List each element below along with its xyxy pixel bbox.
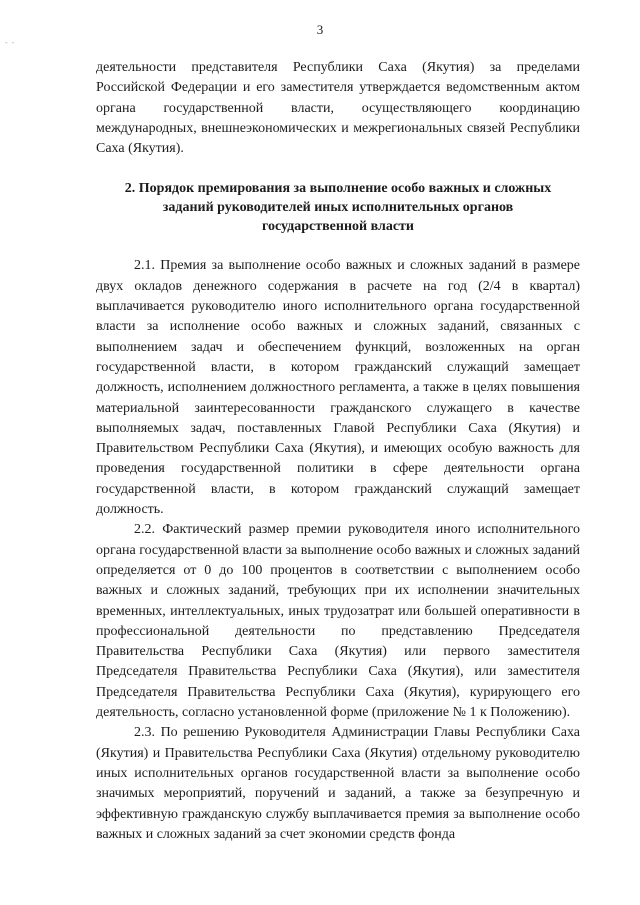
paragraph-2-3: 2.3. По решению Руководителя Администрации Главы Республики Саха (Якутия) и Правительства Республики Саха (Якутия) отдельному руководителю иных исполнительных органов государственной власти за выполнение особо значимых мероприятий, поручений и заданий, а также за безупречную и эффективную гражданскую службу выплачивается премия за выполнение особо важных и сложных заданий за счет экономии средств фонда bbox=[96, 725, 580, 842]
page-content bbox=[96, 58, 580, 845]
section-heading: 2. Порядок премирования за выполнение особо важных и сложных заданий руководителей иных исполнительных органов государственной власти bbox=[124, 181, 552, 235]
page-number: 3 bbox=[316, 22, 324, 37]
paragraph-2-1: 2.1. Премия за выполнение особо важных и сложных заданий в размере двух окладов денежного содержания в расчете на год (2/4 в квартал) выплачивается руководителю иного исполнительного органа государственной власти за исполнение особо важных и сложных заданий, связанных с выполнением задач и обеспечением функций, возложенных на орган государственной власти, в котором гражданский служащий замещает должность, исполнением должностного регламента, а также в целях повышения материальной заинтересованности гражданского служащего в качестве выполняемых задач, поставленных Главой Республики Саха (Якутия) и Правительством Республики Саха (Якутия), и имеющих особую важность для проведения государственной политики в сфере деятельности органа государственной власти, в котором гражданский служащий замещает должность. bbox=[96, 258, 580, 518]
intro-paragraph: деятельности представителя Республики Саха (Якутия) за пределами Российской Федерации и его заместителя утверждается ведомственным актом органа государственной власти, осуществляющего координацию международных, внешнеэкономических и межрегиональных связей Республики Саха (Якутия). bbox=[96, 60, 580, 157]
paragraph-2-2: 2.2. Фактический размер премии руководителя иного исполнительного органа государственной власти за выполнение особо важных и сложных заданий определяется от 0 до 100 процентов в соответствии с выполнением особо важных и сложных заданий, требующих при их исполнении значительных временных, интеллектуальных, иных трудозатрат или большей оперативности в профессиональной деятельности по представлению Председателя Правительства Республики Саха (Якутия) или первого заместителя Председателя Правительства Республики Саха (Якутия), или заместителя Председателя Правительства Республики Саха (Якутия), курирующего его деятельность, согласно установленной форме (приложение № 1 к Положению). bbox=[96, 522, 580, 721]
margin-mark: - - bbox=[5, 38, 16, 47]
